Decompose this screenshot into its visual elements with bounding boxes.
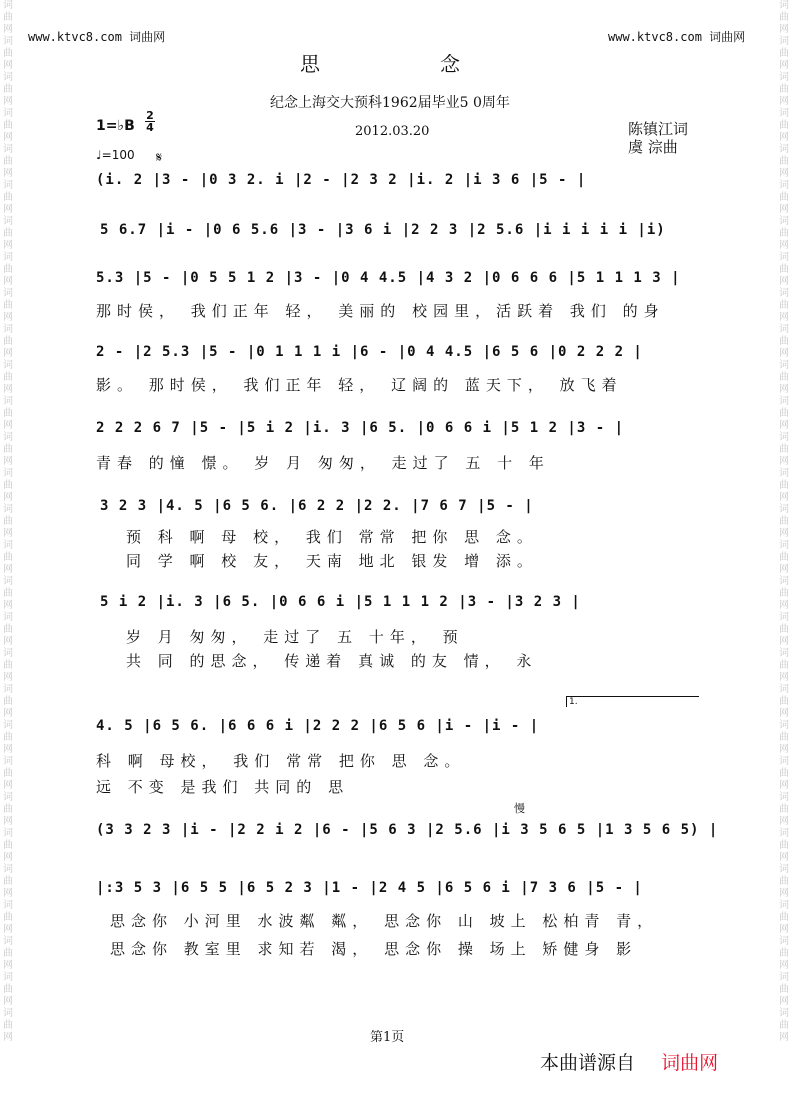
notation-line: 5.3 |5 - |0 5 5 1 2 |3 - |0 4 4.5 |4 3 2 |0 6 6 6 |5 1 1 1 3 | xyxy=(96,270,681,286)
song-subtitle: 纪念上海交大预科1962届毕业5 0周年 xyxy=(270,95,510,111)
lyric-line-verse2: 思念你 教室里 求知若 渴， 思念你 操 场上 矫健身 影 xyxy=(110,940,638,958)
lyric-line-verse2: 共 同 的思念， 传递着 真诚 的友 情， 永 xyxy=(126,652,538,670)
notation-line: |:3 5 3 |6 5 5 |6 5 2 3 |1 - |2 4 5 |6 5 6 i |7 3 6 |5 - | xyxy=(96,880,643,896)
lyric-line: 科 啊 母校， 我们 常常 把你 思 念。 xyxy=(96,752,466,770)
notation-line: 5 i 2 |i. 3 |6 5. |0 6 6 i |5 1 1 1 2 |3 - |3 2 3 | xyxy=(100,594,581,610)
source-brand-link[interactable]: 词曲网 xyxy=(661,1052,719,1074)
page-number: 第1页 xyxy=(370,1030,405,1045)
time-denominator: 4 xyxy=(146,121,154,134)
source-prefix: 本曲谱源自 xyxy=(540,1052,636,1074)
notation-line: 5 6.7 |i - |0 6 5.6 |3 - |3 6 i |2 2 3 |2 5.6 |i i i i i |i) xyxy=(100,222,666,238)
lyric-line: 影。 那时侯， 我们正年 轻， 辽阔的 蓝天下， 放飞着 xyxy=(96,376,623,394)
lyric-line-verse2: 远 不变 是我们 共同的 思 xyxy=(96,778,350,796)
notation-line: (i. 2 |3 - |0 3 2. i |2 - |2 3 2 |i. 2 |i 3 6 |5 - | xyxy=(96,172,587,188)
notation-line: 2 - |2 5.3 |5 - |0 1 1 1 i |6 - |0 4 4.5 |6 5 6 |0 2 2 2 | xyxy=(96,344,643,360)
notation-line: 3 2 3 |4. 5 |6 5 6. |6 2 2 |2 2. |7 6 7 |5 - | xyxy=(100,498,534,514)
lyric-line-verse2: 同 学 啊 校 友， 天南 地北 银发 增 添。 xyxy=(126,552,538,570)
watermark-text: 词曲网词曲网词曲网词曲网词曲网词曲网词曲网词曲网词曲网词曲网词曲网词曲网词曲网词曲网词曲网词曲网词曲网词曲网词曲网词曲网词曲网词曲网词曲网词曲网词曲网词曲网词曲网词曲网词曲网 xyxy=(779,0,789,1043)
song-title: 思念 xyxy=(300,52,580,76)
lyric-line: 青春 的憧 憬。 岁 月 匆匆， 走过了 五 十 年 xyxy=(96,454,550,472)
lyric-line: 岁 月 匆匆， 走过了 五 十年， 预 xyxy=(126,628,464,646)
notation-line: 2 2 2 6 7 |5 - |5 i 2 |i. 3 |6 5. |0 6 6 i |5 1 2 |3 - | xyxy=(96,420,625,436)
segno-sign: 𝄋 xyxy=(156,150,163,166)
song-date: 2012.03.20 xyxy=(355,124,430,139)
site-link-right[interactable]: www.ktvc8.com 词曲网 xyxy=(608,30,746,44)
notation-line: (3 3 2 3 |i - |2 2 i 2 |6 - |5 6 3 |2 5.6 |i 3 5 6 5 |1 3 5 6 5) | xyxy=(96,822,719,838)
lyricist: 陈镇江词 xyxy=(628,120,689,138)
left-watermark-column xyxy=(2,0,16,1106)
slow-marking: 慢 xyxy=(514,802,525,815)
notation-line: 4. 5 |6 5 6. |6 6 6 i |2 2 2 |6 5 6 |i - |i - | xyxy=(96,718,540,734)
watermark-text: 词曲网词曲网词曲网词曲网词曲网词曲网词曲网词曲网词曲网词曲网词曲网词曲网词曲网词曲网词曲网词曲网词曲网词曲网词曲网词曲网词曲网词曲网词曲网词曲网词曲网词曲网词曲网词曲网词曲网 xyxy=(3,0,13,1043)
source-credit[interactable] xyxy=(540,1048,718,1075)
volta-bracket: 1. xyxy=(566,696,699,707)
lyric-line: 那时侯， 我们正年 轻， 美丽的 校园里，活跃着 我们 的身 xyxy=(96,302,665,320)
lyric-line: 预 科 啊 母 校， 我们 常常 把你 思 念。 xyxy=(126,528,538,546)
key-signature: 1=♭B xyxy=(96,118,135,134)
site-link-left[interactable]: www.ktvc8.com 词曲网 xyxy=(28,30,166,44)
time-numerator: 2 xyxy=(146,109,154,122)
composer: 虞 淙曲 xyxy=(628,138,678,156)
right-watermark-column xyxy=(778,0,792,1106)
tempo-marking: ♩=100 xyxy=(96,148,135,162)
lyric-line: 思念你 小河里 水波粼 粼， 思念你 山 坡上 松柏青 青， xyxy=(110,912,659,930)
time-signature xyxy=(145,110,155,133)
